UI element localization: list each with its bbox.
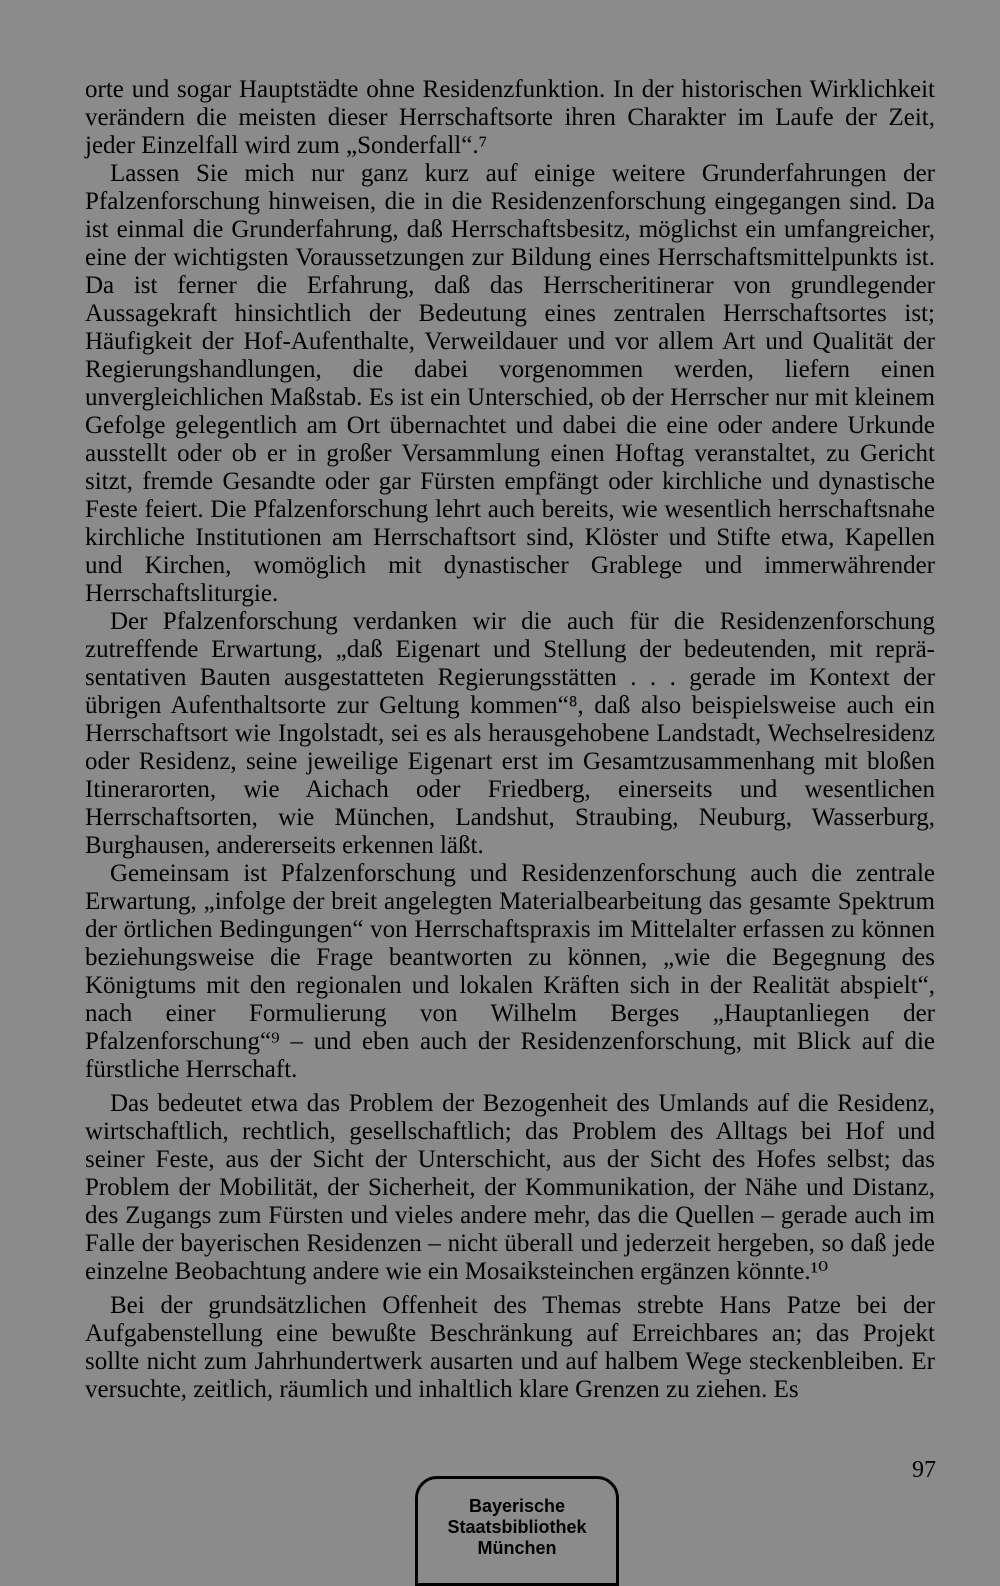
stamp-line: Staatsbibliothek	[447, 1517, 587, 1537]
paragraph: Der Pfalzenforschung verdanken wir die auch für die Residenzenforschung zutreffende Erwartung, „daß Eigenart und Stellung der bedeutenden, mit repräsentativen Bauten ausgestatteten Regierungsstätten . . . gerade im Kontext der übrigen Aufenthaltsorte zur Geltung kommen“⁸, daß also beispielsweise auch ein Herrschaftsort wie Ingolstadt, sei es als herausgehobene Landstadt, Wechselresidenz oder Residenz, seine jeweilige Eigenart erst im Gesamtzusammenhang mit bloßen Itinerarorten, wie Aichach oder Friedberg, einerseits und wesentlichen Herrschaftsorten, wie München, Landshut, Straubing, Neuburg, Wasserburg, Burghausen, andererseits erkennen läßt.	[85, 608, 935, 859]
stamp-line: München	[477, 1538, 557, 1558]
page-number: 97	[912, 1457, 936, 1483]
library-stamp	[415, 1476, 619, 1586]
body-text	[85, 76, 935, 1404]
stamp-line: Bayerische	[468, 1496, 566, 1516]
paragraph: Das bedeutet etwa das Problem der Bezogenheit des Umlands auf die Residenz, wirtschaftlich, rechtlich, gesellschaftlich; das Problem des Alltags bei Hof und seiner Feste, aus der Sicht der Unterschicht, aus der Sicht des Hofes selbst; das Problem der Mobilität, der Sicherheit, der Kommunikation, der Nähe und Distanz, des Zugangs zum Fürsten und vieles andere mehr, das die Quellen – gerade auch im Falle der bayerischen Residenzen – nicht überall und jederzeit hergeben, so daß jede einzelne Beobachtung andere wie ein Mosaiksteinchen ergänzen könnte.¹⁰	[85, 1090, 935, 1285]
paragraph: Lassen Sie mich nur ganz kurz auf einige weitere Grunderfahrungen der Pfalzenforschung hinweisen, die in die Residenzenforschung eingegangen sind. Da ist einmal die Grunderfahrung, daß Herrschaftsbesitz, möglichst ein umfangreicher, eine der wichtigsten Voraussetzungen zur Bildung eines Herrschaftsmittelpunkts ist. Da ist ferner die Erfahrung, daß das Herrscheritinerar von grundlegender Aussagekraft hinsichtlich der Bedeutung eines zentralen Herrschaftsortes ist; Häufigkeit der Hof-Aufenthalte, Verweildauer und vor allem Art und Qualität der Regierungshandlungen, die dabei vorgenommen werden, liefern einen unvergleichlichen Maßstab. Es ist ein Unterschied, ob der Herrscher nur mit kleinem Gefolge gelegentlich am Ort übernachtet und dabei die eine oder andere Urkunde ausstellt oder ob er in großer Versammlung einen Hoftag veranstaltet, zu Gericht sitzt, fremde Gesandte oder gar Fürsten empfängt oder kirchliche und dynastische Feste feiert. Die Pfalzenforschung lehrt auch bereits, wie wesentlich herrschaftsnahe kirchliche Institutionen am Herrschaftsort sind, Klöster und Stifte etwa, Kapellen und Kirchen, womöglich mit dynastischer Grablege und immerwährender Herrschaftsliturgie.	[85, 160, 935, 607]
paragraph: orte und sogar Hauptstädte ohne Residenzfunktion. In der historischen Wirklichkeit verändern die meisten dieser Herrschaftsorte ihren Charakter im Laufe der Zeit, jeder Einzelfall wird zum „Sonderfall“.⁷	[85, 76, 935, 159]
paragraph: Gemeinsam ist Pfalzenforschung und Residenzenforschung auch die zentrale Erwartung, „infolge der breit angelegten Materialbearbeitung das gesamte Spektrum der örtlichen Bedingungen“ von Herrschaftspraxis im Mittelalter erfassen zu können beziehungsweise die Frage beantworten zu können, „wie die Begegnung des Königtums mit den regionalen und lokalen Kräften sich in der Realität abspielt“, nach einer Formulierung von Wilhelm Berges „Hauptanliegen der Pfalzenforschung“⁹ – und eben auch der Residenzenforschung, mit Blick auf die fürstliche Herrschaft.	[85, 860, 935, 1083]
paragraph: Bei der grundsätzlichen Offenheit des Themas strebte Hans Patze bei der Aufgabenstellung eine bewußte Beschränkung auf Erreichbares an; das Projekt sollte nicht zum Jahrhundertwerk ausarten und auf halbem Wege steckenbleiben. Er versuchte, zeitlich, räumlich und inhaltlich klare Grenzen zu ziehen. Es	[85, 1292, 935, 1403]
